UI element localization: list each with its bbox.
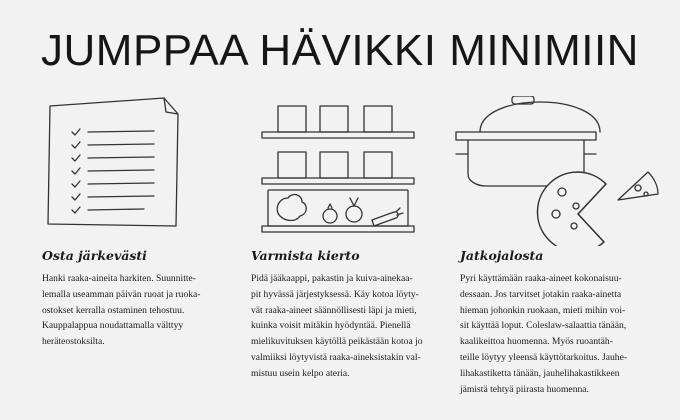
- fridge-shelves-icon: [258, 100, 418, 236]
- column-reuse: [460, 248, 670, 397]
- column-heading: Jatkojalosta: [460, 248, 544, 263]
- column-ensure-rotation: [251, 248, 451, 382]
- casserole-pizza-icon: [452, 96, 662, 246]
- column-text: Pyri käyttämään raaka-aineet kokonaisuu- dessaan. Jos tarvitset jotakin raaka-ainetta hieman johonkin ruokaan, mieti mihin voi- sit käyttää loput. Coleslaw-salaattia tänään, kaalikeittoa huomenna. Myös ruoantäh- teille löytyy yleensä käyttötarkoitus. Jauhe- lihakastiketta tänään, jauhelihakastikkeen jämistä tehtyä piirasta huomenna.: [460, 273, 628, 395]
- column-heading: Varmista kierto: [251, 248, 360, 263]
- checklist-icon: [44, 96, 184, 234]
- column-heading: Osta järkevästi: [42, 248, 147, 263]
- column-text: Pidä jääkaappi, pakastin ja kuiva-ainekaa- pit hyvässä järjestyksessä. Käy kotoa löyty- vät raaka-aineet säännöllisesti läpi ja mieti, kuinka voisit mitäkin hyödyntää. Pienellä mielikuvituksen käytöllä peikästään kotoa jo valmiiksi löytyvistä raaka-aineksistakin val- mistuu usein kelpo ateria.: [251, 273, 423, 379]
- column-buy-wisely: [42, 248, 232, 350]
- page-title: JUMPPAA HÄVIKKI MINIMIIN: [41, 26, 639, 75]
- column-text: Hanki raaka-aineita harkiten. Suunnitte- lemalla useamman päivän ruoat ja ruoka- ostokset kerralla ostaminen tehostuu. Kauppalappua noudattamalla välttyy heräteostoksilta.: [42, 273, 201, 348]
